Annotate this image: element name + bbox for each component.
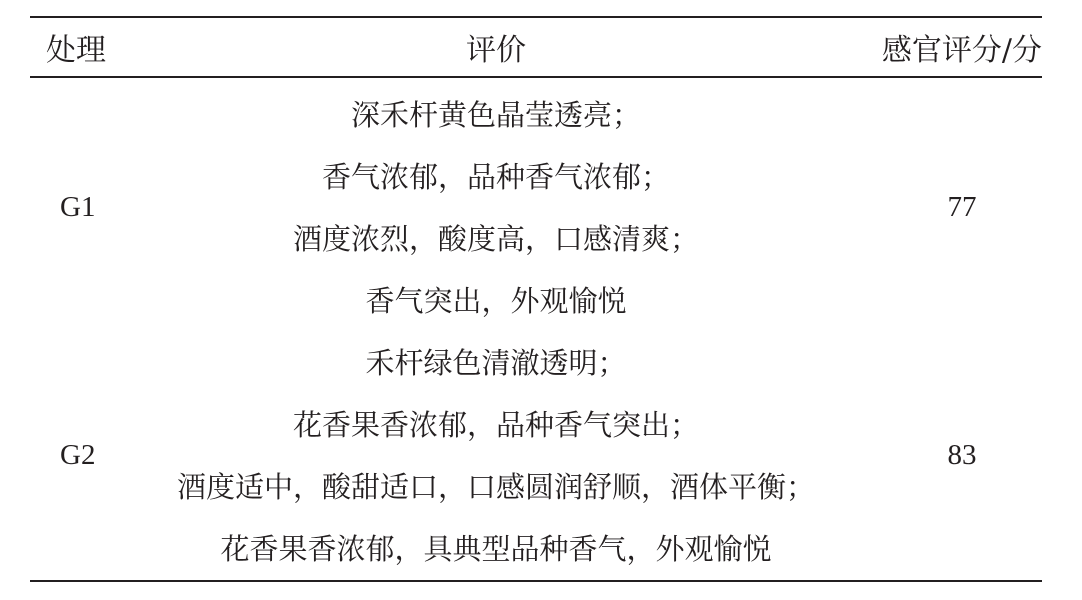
table-header — [30, 18, 1042, 76]
header-evaluation: 评价 — [466, 33, 526, 68]
bottom-rule — [30, 580, 1042, 582]
score-cell: 83 — [947, 439, 977, 471]
evaluation-line: 花香果香浓郁，品种香气突出； — [292, 407, 699, 442]
evaluation-line: 酒度浓烈，酸度高，口感清爽； — [292, 221, 699, 256]
score-cell: 77 — [947, 191, 977, 223]
header-treatment: 处理 — [46, 33, 106, 68]
evaluation-line: 深禾杆黄色晶莹透亮； — [350, 97, 641, 132]
header-score: 感官评分/分 — [881, 33, 1042, 68]
table-row — [30, 332, 1042, 580]
evaluation-line: 香气浓郁，品种香气浓郁； — [321, 159, 670, 194]
evaluation-line: 花香果香浓郁，具典型品种香气，外观愉悦 — [220, 531, 772, 566]
sensory-evaluation-table — [30, 16, 1042, 582]
evaluation-cell — [140, 84, 852, 332]
evaluation-line: 酒度适中，酸甜适口，口感圆润舒顺，酒体平衡； — [176, 469, 815, 504]
evaluation-cell — [140, 332, 852, 580]
evaluation-line: 禾杆绿色清澈透明； — [365, 345, 627, 380]
evaluation-line: 香气突出，外观愉悦 — [365, 283, 627, 318]
table-row — [30, 78, 1042, 332]
treatment-cell: G2 — [60, 439, 96, 471]
treatment-cell: G1 — [60, 191, 96, 223]
